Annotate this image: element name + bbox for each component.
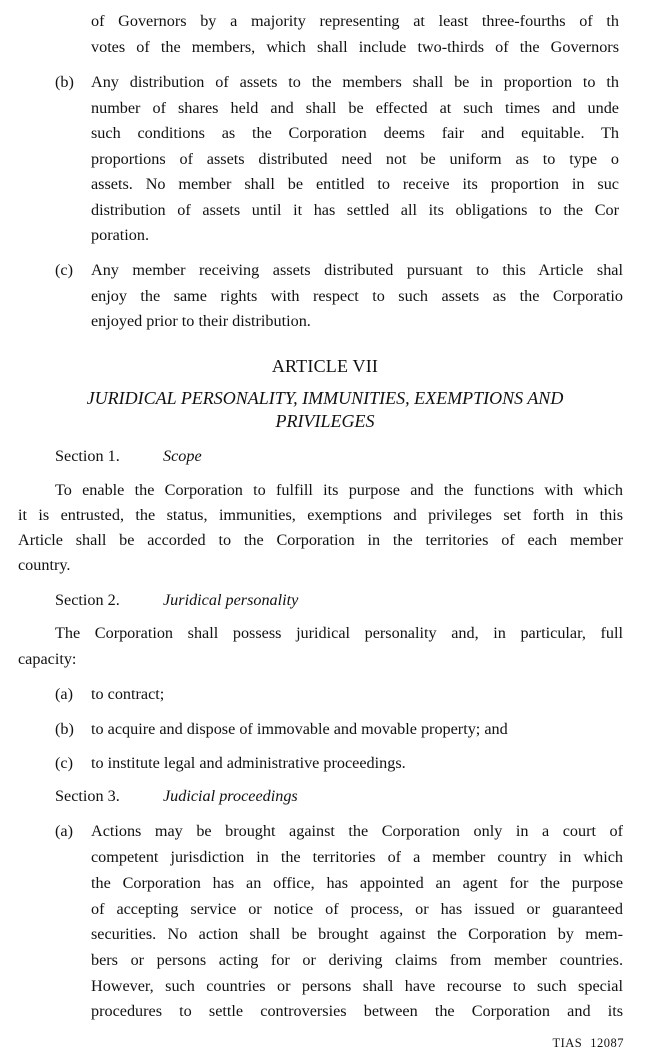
text-line: votes of the members, which shall include two-thirds of the Governors	[91, 38, 619, 56]
text-line: the Corporation has an office, has appointed an agent for the purpose	[91, 874, 623, 892]
text-line: number of shares held and shall be effected at such times and unde	[91, 99, 619, 117]
section-title: Juridical personality	[163, 591, 299, 609]
text-line: poration.	[91, 226, 149, 244]
list-item: to acquire and dispose of immovable and movable property; and	[91, 720, 508, 738]
article-subtitle: JURIDICAL PERSONALITY, IMMUNITIES, EXEMPTIONS AND	[86, 388, 564, 408]
item-label: (c)	[55, 754, 73, 772]
text-line: procedures to settle controversies between the Corporation and its	[91, 1002, 623, 1020]
item-label: (b)	[55, 720, 74, 738]
footer-number: 12087	[590, 1036, 624, 1050]
section-heading	[55, 444, 455, 468]
text-line: assets. No member shall be entitled to receive its proportion in suc	[91, 175, 619, 193]
text-line: of accepting service or notice of process, or has issued or guaranteed	[91, 900, 623, 918]
article-subtitle: PRIVILEGES	[275, 411, 375, 431]
article-title: ARTICLE VII	[271, 356, 379, 376]
page-footer	[552, 1036, 624, 1051]
section-heading	[55, 588, 455, 612]
text-line: securities. No action shall be brought against the Corporation by mem-	[91, 925, 623, 943]
text-line: enjoy the same rights with respect to such assets as the Corporatio	[91, 287, 623, 305]
text-line: proportions of assets distributed need not be uniform as to type o	[91, 150, 619, 168]
text-line: competent jurisdiction in the territories of a member country in which	[91, 848, 623, 866]
text-line: enjoyed prior to their distribution.	[91, 312, 311, 330]
item-label: (a)	[55, 822, 73, 840]
text-line: it is entrusted, the status, immunities, exemptions and privileges set forth in this	[18, 506, 623, 524]
text-line: Any member receiving assets distributed pursuant to this Article shal	[91, 261, 623, 279]
list-item: to institute legal and administrative proceedings.	[91, 754, 406, 772]
text-line: However, such countries or persons shall have recourse to such special	[91, 977, 623, 995]
footer-series: TIAS	[552, 1036, 583, 1050]
section-label: Section 3.	[55, 787, 120, 805]
section-title: Scope	[163, 447, 202, 465]
item-label: (c)	[55, 261, 73, 279]
text-line: To enable the Corporation to fulfill its purpose and the functions with which	[55, 481, 623, 499]
text-line: country.	[18, 556, 71, 574]
section-title: Judicial proceedings	[163, 787, 298, 805]
text-line: of Governors by a majority representing at least three-fourths of th	[91, 12, 619, 30]
text-line: Article shall be accorded to the Corporation in the territories of each member	[18, 531, 623, 549]
item-label: (a)	[55, 685, 73, 703]
text-line: Any distribution of assets to the members shall be in proportion to th	[91, 73, 619, 91]
text-line: Actions may be brought against the Corporation only in a court of	[91, 822, 623, 840]
section-label: Section 1.	[55, 447, 120, 465]
text-line: The Corporation shall possess juridical personality and, in particular, full	[55, 624, 623, 642]
list-item: to contract;	[91, 685, 165, 703]
text-line: capacity:	[18, 650, 77, 668]
text-line: bers or persons acting for or deriving claims from member countries.	[91, 951, 623, 969]
text-line: such conditions as the Corporation deems fair and equitable. Th	[91, 124, 619, 142]
text-line: distribution of assets until it has settled all its obligations to the Cor	[91, 201, 619, 219]
section-heading	[55, 784, 455, 808]
section-label: Section 2.	[55, 591, 120, 609]
item-label: (b)	[55, 73, 74, 91]
